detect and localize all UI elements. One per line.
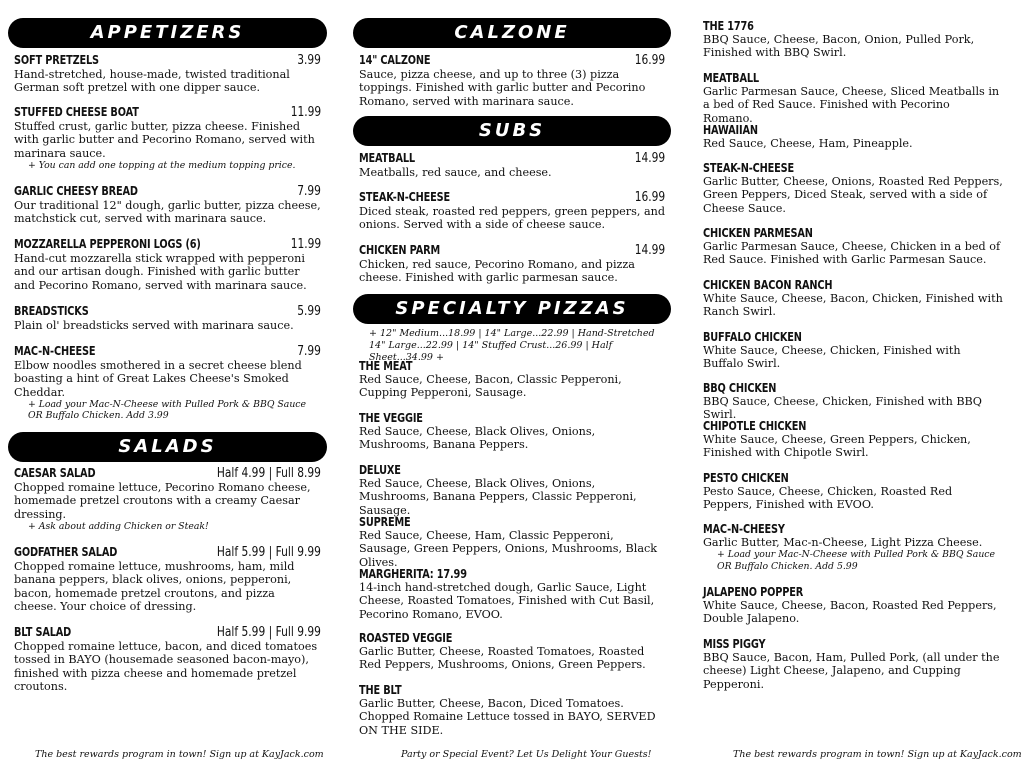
item-note: + You can add one topping at the medium topping price.	[28, 159, 296, 171]
item-description: Plain ol' breadsticks served with marinara sauce.	[14, 319, 294, 332]
item-name: GARLIC CHEESY BREAD	[14, 183, 138, 198]
menu-item	[353, 150, 671, 179]
menu-item	[703, 470, 1003, 512]
item-name: BUFFALO CHICKEN	[703, 329, 802, 344]
menu-item	[703, 636, 1003, 691]
item-description: Red Sauce, Cheese, Ham, Classic Pepperoni, Sausage, Green Peppers, Onions, Mushrooms, Black Olives.	[359, 529, 658, 569]
item-price: 3.99	[297, 53, 321, 68]
menu-item	[703, 70, 1003, 125]
item-description: White Sauce, Cheese, Chicken, Finished with Buffalo Swirl.	[703, 344, 961, 371]
menu-item	[353, 682, 671, 737]
item-name: MISS PIGGY	[703, 636, 766, 651]
item-description: White Sauce, Cheese, Bacon, Roasted Red Peppers, Double Jalapeno.	[703, 599, 997, 626]
menu-item	[353, 189, 671, 232]
menu-item	[353, 242, 671, 285]
item-price: 16.99	[634, 53, 665, 68]
menu-item	[353, 358, 671, 400]
item-description: White Sauce, Cheese, Green Peppers, Chicken, Finished with Chipotle Swirl.	[703, 433, 971, 460]
item-price: Half 5.99 | Full 9.99	[216, 545, 321, 560]
item-description: Chicken, red sauce, Pecorino Romano, and pizza cheese. Finished with garlic parmesan sauce.	[359, 258, 635, 285]
item-name: CAESAR SALAD	[14, 465, 96, 480]
item-name: STEAK-N-CHEESE	[359, 189, 450, 204]
pizza-size-pricing: + 12" Medium...18.99 | 14" Large...22.99 | Hand-Stretched 14" Large...22.99 | 14" Stuffed Crust...26.99 | Half Sheet...34.99 +	[369, 328, 655, 363]
menu-item	[8, 465, 327, 532]
item-description: BBQ Sauce, Cheese, Chicken, Finished with BBQ Swirl.	[703, 395, 982, 422]
item-description: Garlic Butter, Cheese, Bacon, Diced Tomatoes. Chopped Romaine Lettuce tossed in BAYO, SERVED ON THE SIDE.	[359, 697, 656, 737]
specialty-pizzas-banner: SPECIALTY PIZZAS	[353, 294, 671, 324]
item-price: Half 4.99 | Full 8.99	[216, 466, 321, 481]
item-name: THE VEGGIE	[359, 410, 423, 425]
item-name: STUFFED CHEESE BOAT	[14, 104, 139, 119]
item-note: + Load your Mac-N-Cheese with Pulled Pork & BBQ Sauce OR Buffalo Chicken. Add 3.99	[28, 398, 307, 422]
subs-banner: SUBS	[353, 116, 671, 146]
menu-item	[353, 410, 671, 452]
item-description: Stuffed crust, garlic butter, pizza cheese. Finished with garlic butter and Pecorino Romano, served with marinara sauce.	[14, 120, 315, 160]
item-name: MAC-N-CHEESE	[14, 343, 96, 358]
item-description: Hand-stretched, house-made, twisted traditional German soft pretzel with one dipper sauce.	[14, 68, 290, 95]
item-description: Red Sauce, Cheese, Black Olives, Onions, Mushrooms, Banana Peppers.	[359, 425, 596, 452]
item-price: 14.99	[634, 243, 665, 258]
item-name: PESTO CHICKEN	[703, 470, 789, 485]
item-description: Chopped romaine lettuce, Pecorino Romano cheese, homemade pretzel croutons with a creamy Caesar dressing.	[14, 481, 311, 521]
menu-item	[703, 418, 1003, 460]
menu-item	[703, 521, 1003, 572]
footer-rewards-left: The best rewards program in town! Sign up at KayJack.com	[35, 749, 324, 760]
item-name: SOFT PRETZELS	[14, 52, 99, 67]
item-description: Elbow noodles smothered in a secret cheese blend boasting a hint of Great Lakes Cheese's Smoked Cheddar.	[14, 359, 302, 399]
item-description: 14-inch hand-stretched dough, Garlic Sauce, Light Cheese, Roasted Tomatoes, Finished with Cut Basil, Pecorino Romano, EVOO.	[359, 581, 655, 621]
item-description: Hand-cut mozzarella stick wrapped with pepperoni and our artisan dough. Finished with garlic butter and Pecorino Romano, served with marinara sauce.	[14, 252, 307, 292]
item-name: DELUXE	[359, 462, 401, 477]
item-name: MEATBALL	[703, 70, 759, 85]
item-price: 14.99	[634, 151, 665, 166]
item-description: Meatballs, red sauce, and cheese.	[359, 166, 552, 179]
item-name: 14" CALZONE	[359, 52, 431, 67]
item-price: 11.99	[290, 105, 321, 120]
calzone-banner: CALZONE	[353, 18, 671, 48]
menu-item	[703, 122, 1003, 150]
item-description: Pesto Sauce, Cheese, Chicken, Roasted Red Peppers, Finished with EVOO.	[703, 485, 953, 512]
item-name: STEAK-N-CHEESE	[703, 160, 794, 175]
menu-item	[8, 183, 327, 226]
menu-item	[8, 303, 327, 332]
item-note: + Ask about adding Chicken or Steak!	[28, 520, 209, 532]
item-name: CHIPOTLE CHICKEN	[703, 418, 807, 433]
item-price: 7.99	[297, 184, 321, 199]
footer-rewards-right: The best rewards program in town! Sign up at KayJack.com	[733, 749, 1022, 760]
menu-item	[8, 236, 327, 292]
item-price: 11.99	[290, 237, 321, 252]
menu-item	[8, 544, 327, 613]
item-description: Chopped romaine lettuce, bacon, and diced tomatoes tossed in BAYO (housemade seasoned bacon-mayo), finished with pizza cheese and homemade pretzel croutons.	[14, 640, 318, 693]
item-name: MAC-N-CHEESY	[703, 521, 785, 536]
item-name: MOZZARELLA PEPPERONI LOGS (6)	[14, 236, 201, 251]
item-name: THE MEAT	[359, 358, 413, 373]
item-description: White Sauce, Cheese, Bacon, Chicken, Finished with Ranch Swirl.	[703, 292, 1003, 319]
menu-item	[703, 18, 1003, 60]
item-name: CHICKEN BACON RANCH	[703, 277, 833, 292]
item-description: Garlic Butter, Cheese, Roasted Tomatoes, Roasted Red Peppers, Mushrooms, Onions, Green Peppers.	[359, 645, 646, 672]
item-price: Half 5.99 | Full 9.99	[216, 625, 321, 640]
item-description: BBQ Sauce, Bacon, Ham, Pulled Pork, (all under the cheese) Light Cheese, Jalapeno, and Cupping Pepperoni.	[703, 651, 1000, 691]
item-name: THE 1776	[703, 18, 754, 33]
item-price: 5.99	[297, 304, 321, 319]
footer-events: Party or Special Event? Let Us Delight Your Guests!	[401, 749, 652, 760]
item-description: Sauce, pizza cheese, and up to three (3) pizza toppings. Finished with garlic butter and Pecorino Romano, served with marinara sauce.	[359, 68, 646, 108]
item-note: + Load your Mac-N-Cheese with Pulled Pork & BBQ Sauce OR Buffalo Chicken. Add 5.99	[717, 549, 996, 572]
menu-item	[8, 104, 327, 171]
item-name: GODFATHER SALAD	[14, 544, 118, 559]
menu-item	[703, 329, 1003, 371]
menu-item	[353, 514, 671, 569]
item-name: ROASTED VEGGIE	[359, 630, 453, 645]
item-name: CHICKEN PARM	[359, 242, 441, 257]
menu-item	[703, 380, 1003, 422]
item-description: BBQ Sauce, Cheese, Bacon, Onion, Pulled Pork, Finished with BBQ Swirl.	[703, 33, 975, 60]
item-name: MEATBALL	[359, 150, 415, 165]
item-name: BBQ CHICKEN	[703, 380, 777, 395]
item-description: Garlic Butter, Cheese, Onions, Roasted Red Peppers, Green Peppers, Diced Steak, served with a side of Cheese Sauce.	[703, 175, 1003, 215]
item-description: Red Sauce, Cheese, Black Olives, Onions, Mushrooms, Banana Peppers, Classic Pepperoni, Sausage.	[359, 477, 637, 517]
menu-item	[353, 462, 671, 517]
appetizers-banner: APPETIZERS	[8, 18, 327, 48]
menu-item	[353, 630, 671, 672]
item-name: CHICKEN PARMESAN	[703, 225, 813, 240]
item-name: HAWAIIAN	[703, 122, 758, 137]
item-description: Garlic Parmesan Sauce, Cheese, Chicken in a bed of Red Sauce. Finished with Garlic Parmesan Sauce.	[703, 240, 1001, 267]
item-price: 16.99	[634, 190, 665, 205]
item-description: Chopped romaine lettuce, mushrooms, ham, mild banana peppers, black olives, onions, pepperoni, bacon, homemade pretzel croutons, and pizza cheese. Your choice of dressing.	[14, 560, 295, 613]
item-description: Our traditional 12" dough, garlic butter, pizza cheese, matchstick cut, served with marinara sauce.	[14, 199, 321, 226]
item-name: SUPREME	[359, 514, 411, 529]
item-price: 7.99	[297, 344, 321, 359]
menu-item	[703, 160, 1003, 215]
item-name: JALAPENO POPPER	[703, 584, 804, 599]
menu-item	[703, 225, 1003, 267]
menu-item	[8, 624, 327, 693]
item-description: Red Sauce, Cheese, Ham, Pineapple.	[703, 137, 913, 150]
menu-item	[703, 277, 1003, 319]
menu-item	[8, 52, 327, 95]
item-description: Garlic Butter, Mac-n-Cheese, Light Pizza Cheese.	[703, 536, 983, 549]
item-description: Garlic Parmesan Sauce, Cheese, Sliced Meatballs in a bed of Red Sauce. Finished with Pecorino Romano.	[703, 85, 1000, 125]
item-name: BREADSTICKS	[14, 303, 89, 318]
menu-item	[703, 584, 1003, 626]
salads-banner: SALADS	[8, 432, 327, 462]
item-description: Red Sauce, Cheese, Bacon, Classic Pepperoni, Cupping Pepperoni, Sausage.	[359, 373, 622, 400]
menu-item	[353, 566, 671, 621]
item-description: Diced steak, roasted red peppers, green peppers, and onions. Served with a side of cheese sauce.	[359, 205, 665, 232]
item-name: BLT SALAD	[14, 624, 72, 639]
menu-item	[353, 52, 671, 108]
item-name: THE BLT	[359, 682, 402, 697]
menu-item	[8, 343, 327, 421]
item-name: MARGHERITA: 17.99	[359, 566, 467, 581]
